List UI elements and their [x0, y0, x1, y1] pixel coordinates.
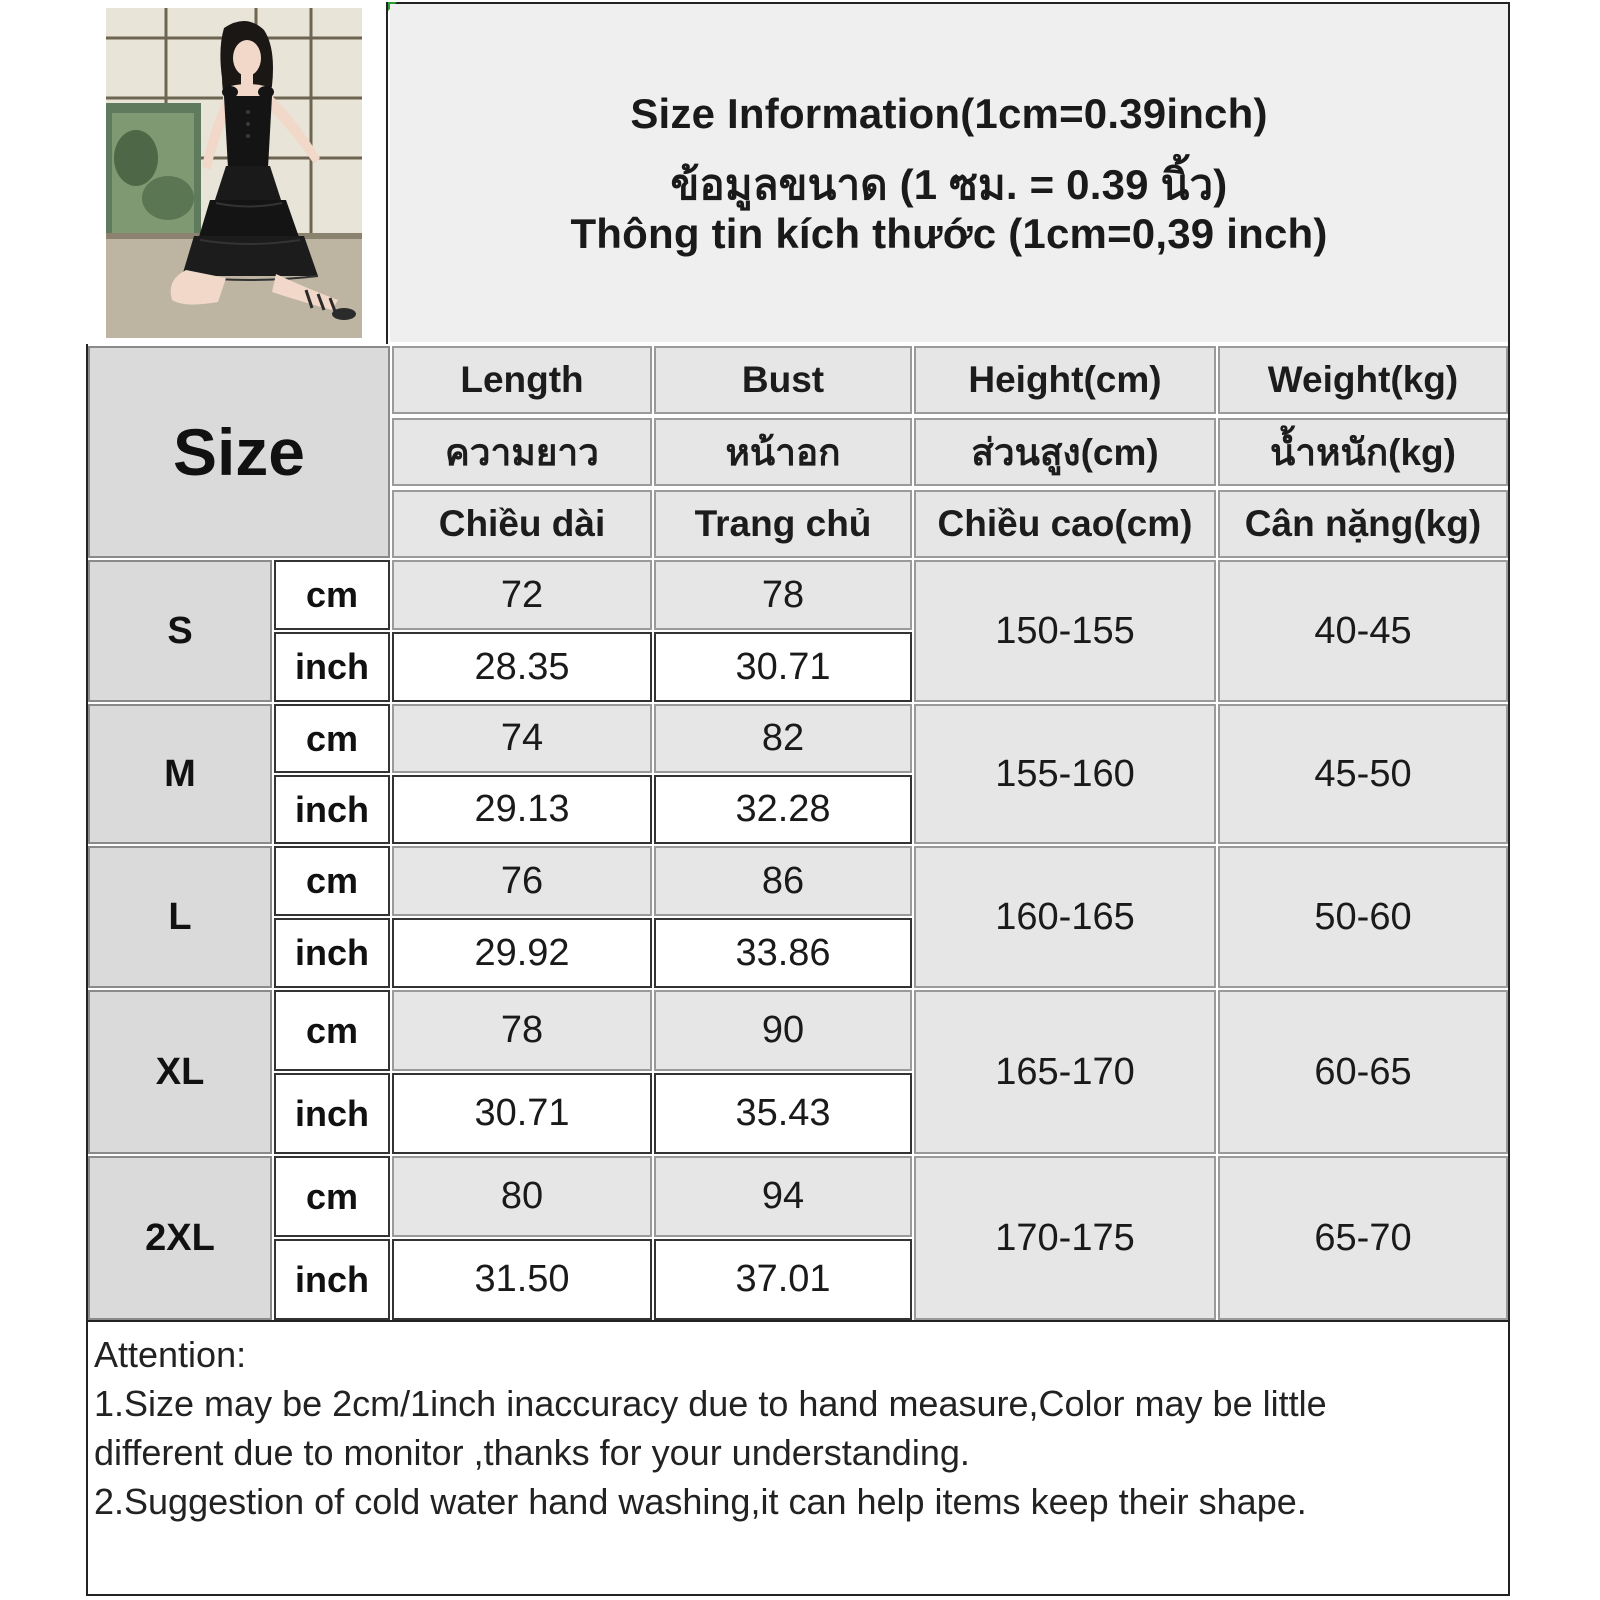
- weight-xl: 60-65: [1218, 990, 1508, 1154]
- weight-l: 50-60: [1218, 846, 1508, 988]
- length-inch-l: 29.92: [392, 918, 652, 988]
- length-inch-s: 28.35: [392, 632, 652, 702]
- header-weight-en: Weight(kg): [1218, 346, 1508, 414]
- height-l: 160-165: [914, 846, 1216, 988]
- attention-line-2: different due to monitor ,thanks for your understanding.: [94, 1432, 970, 1473]
- bust-cm-xl: 90: [654, 990, 912, 1071]
- attention-line-1: 1.Size may be 2cm/1inch inaccuracy due to hand measure,Color may be little: [94, 1383, 1327, 1424]
- attention-notes: [94, 1330, 1494, 1526]
- unit-inch: inch: [274, 1239, 390, 1320]
- unit-cm: cm: [274, 846, 390, 916]
- attention-line-3: 2.Suggestion of cold water hand washing,it can help items keep their shape.: [94, 1481, 1307, 1522]
- header-bust-th: หน้าอก: [654, 418, 912, 486]
- bust-cm-2xl: 94: [654, 1156, 912, 1237]
- length-cm-m: 74: [392, 704, 652, 773]
- title-thai: ข้อมูลขนาด (1 ซม. = 0.39 นิ้ว): [670, 161, 1228, 208]
- unit-inch: inch: [274, 632, 390, 702]
- unit-inch: inch: [274, 918, 390, 988]
- bust-cm-s: 78: [654, 560, 912, 630]
- header-weight-th: น้ำหนัก(kg): [1218, 418, 1508, 486]
- weight-s: 40-45: [1218, 560, 1508, 702]
- length-cm-2xl: 80: [392, 1156, 652, 1237]
- header-length-th: ความยาว: [392, 418, 652, 486]
- header-length-vi: Chiều dài: [392, 490, 652, 558]
- unit-cm: cm: [274, 704, 390, 773]
- size-label-m: M: [88, 704, 272, 844]
- weight-2xl: 65-70: [1218, 1156, 1508, 1320]
- height-2xl: 170-175: [914, 1156, 1216, 1320]
- size-header: Size: [88, 346, 390, 558]
- header-height-en: Height(cm): [914, 346, 1216, 414]
- length-cm-l: 76: [392, 846, 652, 916]
- product-photo: [106, 8, 362, 338]
- size-label-xl: XL: [88, 990, 272, 1154]
- unit-cm: cm: [274, 990, 390, 1071]
- header-weight-vi: Cân nặng(kg): [1218, 490, 1508, 558]
- length-inch-m: 29.13: [392, 775, 652, 844]
- bust-cm-l: 86: [654, 846, 912, 916]
- header-bust-en: Bust: [654, 346, 912, 414]
- title-panel: [390, 4, 1508, 342]
- length-cm-s: 72: [392, 560, 652, 630]
- header-height-vi: Chiều cao(cm): [914, 490, 1216, 558]
- bust-inch-m: 32.28: [654, 775, 912, 844]
- size-label-2xl: 2XL: [88, 1156, 272, 1320]
- unit-inch: inch: [274, 1073, 390, 1154]
- weight-m: 45-50: [1218, 704, 1508, 844]
- title-vietnamese: Thông tin kích thước (1cm=0,39 inch): [570, 210, 1328, 257]
- height-s: 150-155: [914, 560, 1216, 702]
- bust-inch-s: 30.71: [654, 632, 912, 702]
- attention-heading: Attention:: [94, 1334, 247, 1375]
- size-label-s: S: [88, 560, 272, 702]
- unit-inch: inch: [274, 775, 390, 844]
- bust-cm-m: 82: [654, 704, 912, 773]
- unit-cm: cm: [274, 560, 390, 630]
- title-english: Size Information(1cm=0.39inch): [630, 90, 1268, 137]
- header-length-en: Length: [392, 346, 652, 414]
- size-label-l: L: [88, 846, 272, 988]
- length-cm-xl: 78: [392, 990, 652, 1071]
- attention-divider: [86, 1320, 1510, 1322]
- length-inch-xl: 30.71: [392, 1073, 652, 1154]
- length-inch-2xl: 31.50: [392, 1239, 652, 1320]
- height-m: 155-160: [914, 704, 1216, 844]
- header-height-th: ส่วนสูง(cm): [914, 418, 1216, 486]
- bust-inch-xl: 35.43: [654, 1073, 912, 1154]
- bust-inch-l: 33.86: [654, 918, 912, 988]
- header-bust-vi: Trang chủ: [654, 490, 912, 558]
- bust-inch-2xl: 37.01: [654, 1239, 912, 1320]
- height-xl: 165-170: [914, 990, 1216, 1154]
- unit-cm: cm: [274, 1156, 390, 1237]
- product-photo-frame: [86, 2, 388, 344]
